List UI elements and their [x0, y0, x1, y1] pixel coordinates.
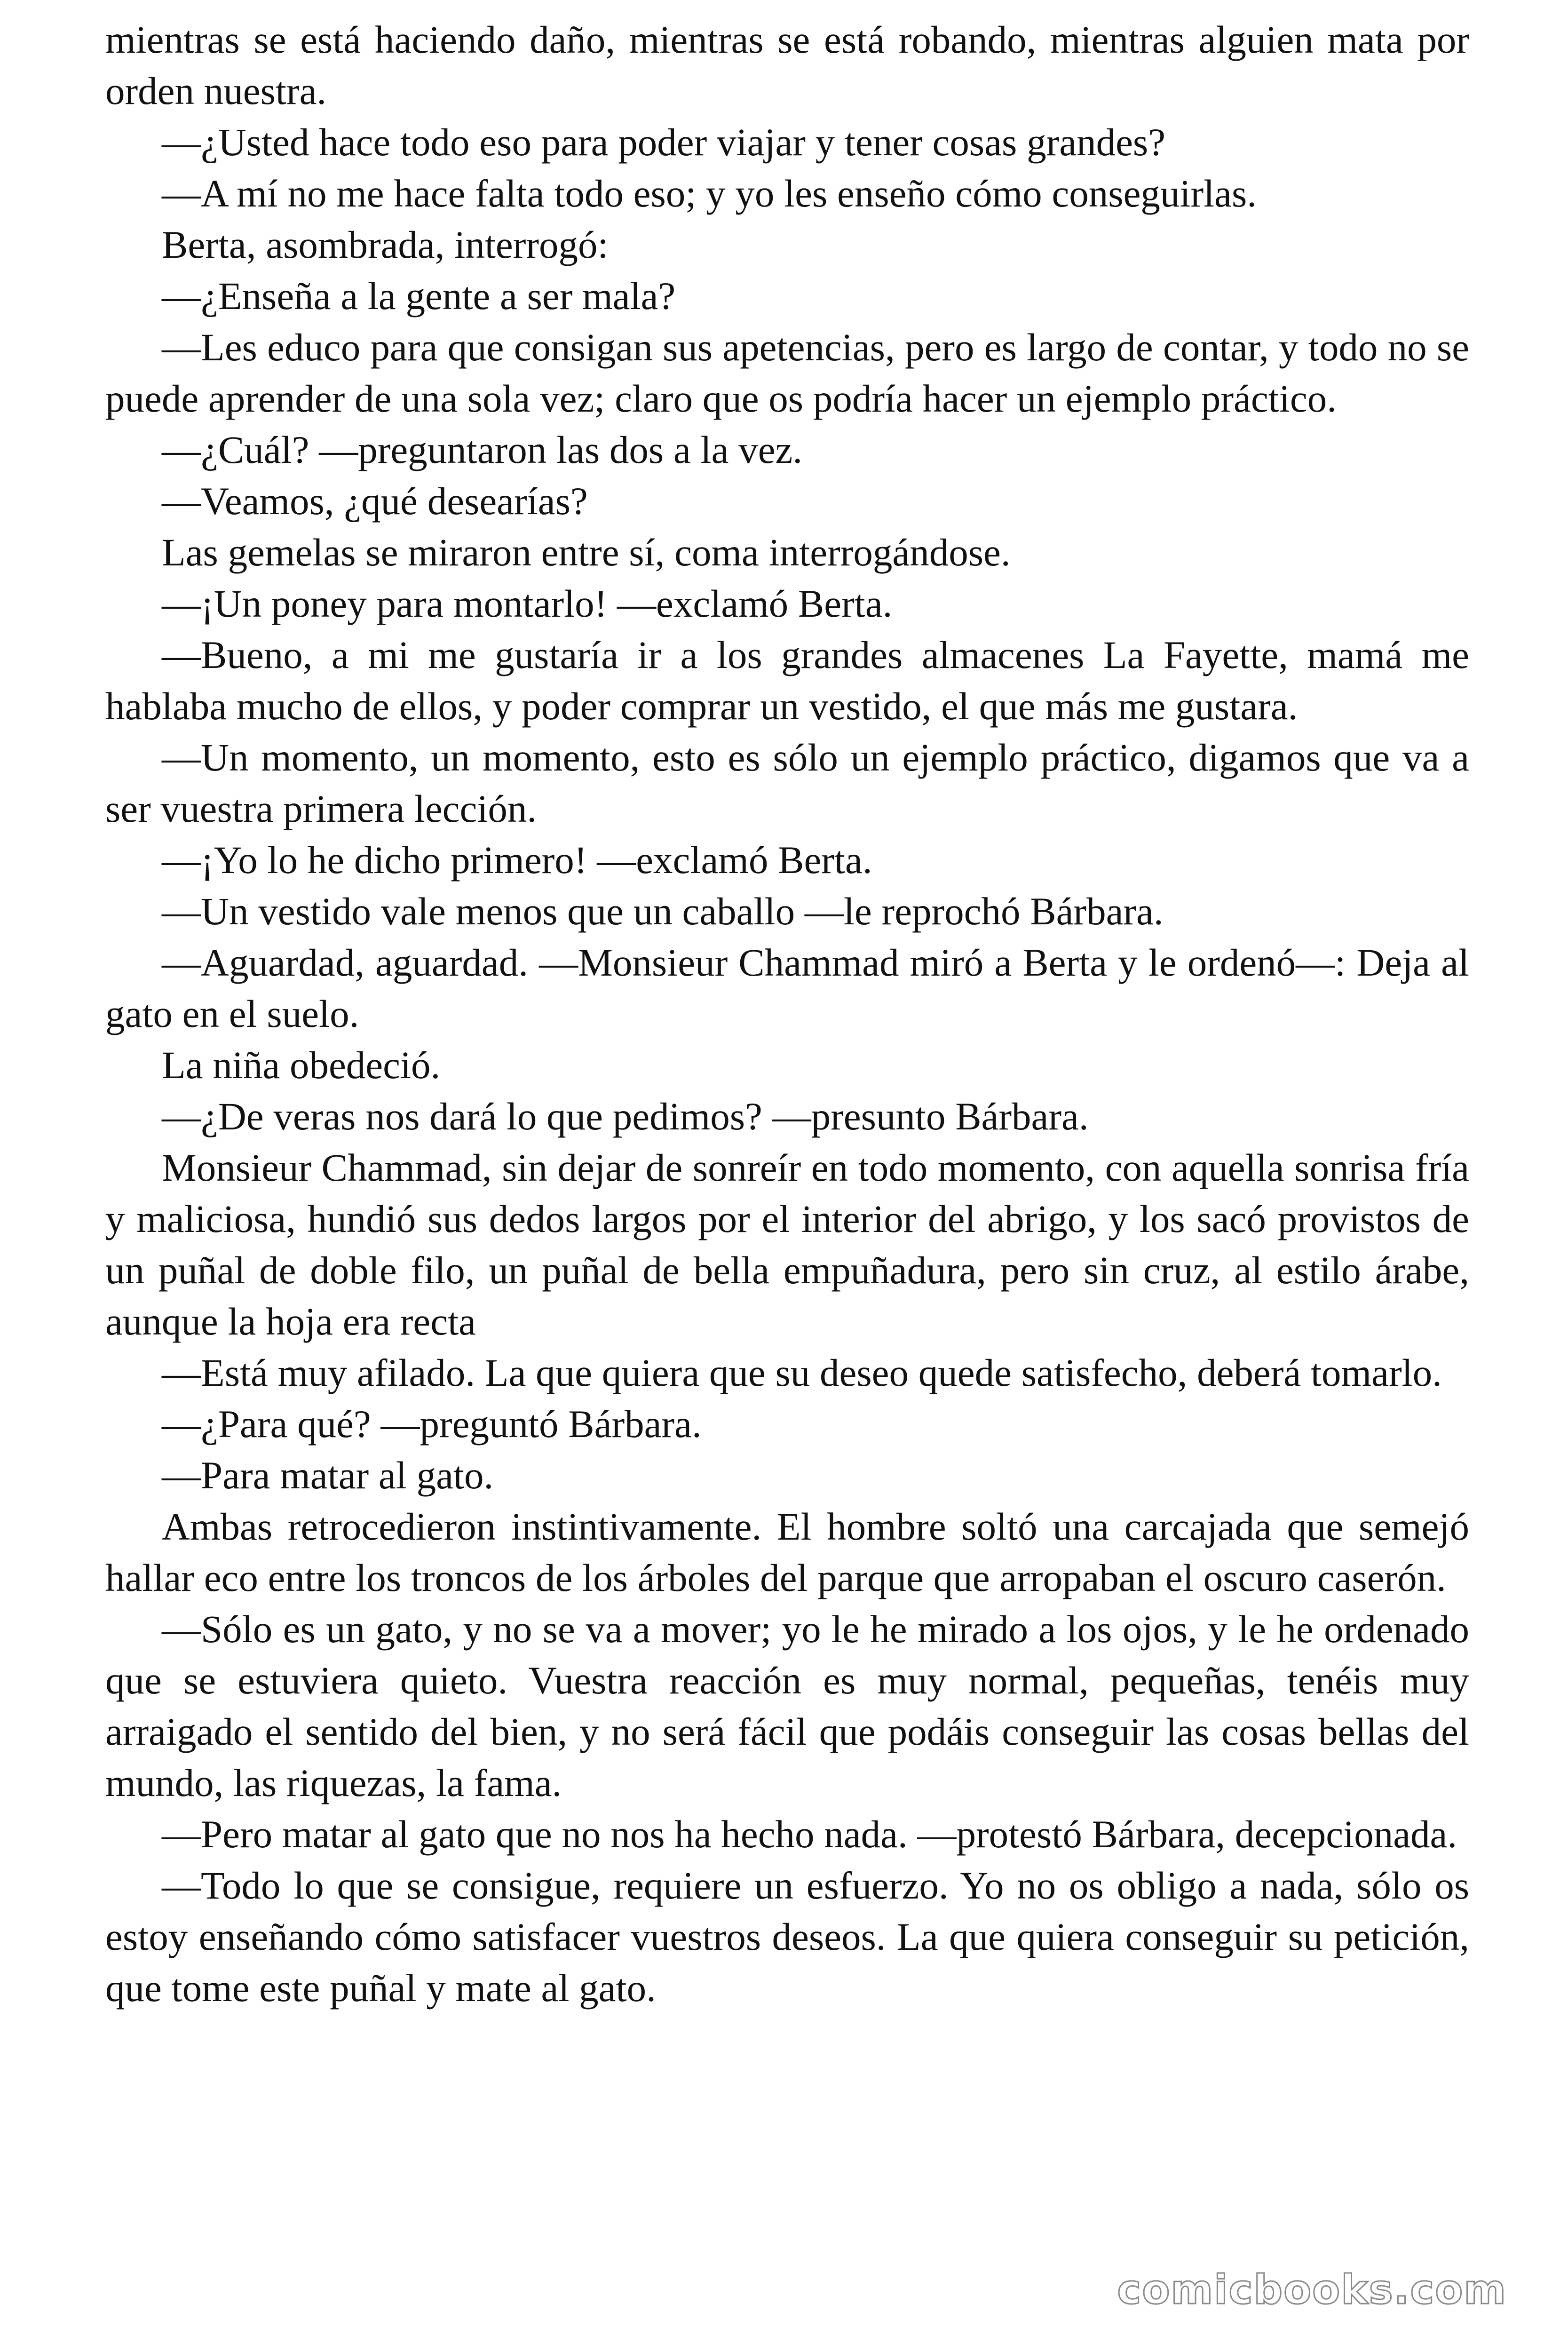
paragraph: —Les educo para que consigan sus apetencias, pero es largo de contar, y todo no se puede aprender de una sola vez; claro que os podría hacer un ejemplo práctico.	[105, 326, 1469, 420]
page-text	[105, 14, 1469, 2014]
paragraph: —Sólo es un gato, y no se va a mover; yo le he mirado a los ojos, y le he ordenado que se estuviera quieto. Vuestra reacción es muy normal, pequeñas, tenéis muy arraigado el sentido del bien, y no será fácil que podáis conseguir las cosas bellas del mundo, las riquezas, la fama.	[105, 1607, 1469, 1804]
paragraph: —Todo lo que se consigue, requiere un esfuerzo. Yo no os obligo a nada, sólo os estoy enseñando cómo satisfacer vuestros deseos. La que quiera conseguir su petición, que tome este puñal y mate al gato.	[105, 1864, 1469, 2010]
paragraph: Monsieur Chammad, sin dejar de sonreír en todo momento, con aquella sonrisa fría y maliciosa, hundió sus dedos largos por el interior del abrigo, y los sacó provistos de un puñal de doble filo, un puñal de bella empuñadura, pero sin cruz, al estilo árabe, aunque la hoja era recta	[105, 1146, 1469, 1343]
paragraph: —Un vestido vale menos que un caballo —le reprochó Bárbara.	[162, 890, 1164, 933]
paragraph: —¿Usted hace todo eso para poder viajar y tener cosas grandes?	[162, 120, 1166, 164]
paragraph: Ambas retrocedieron instintivamente. El hombre soltó una carcajada que semejó hallar eco entre los troncos de los árboles del parque que arropaban el oscuro caserón.	[105, 1505, 1469, 1599]
paragraph: La niña obedeció.	[162, 1043, 441, 1087]
paragraph: —¿De veras nos dará lo que pedimos? —presunto Bárbara.	[162, 1095, 1089, 1138]
paragraph: —¿Enseña a la gente a ser mala?	[162, 274, 676, 318]
paragraph: —Aguardad, aguardad. —Monsieur Chammad miró a Berta y le ordenó—: Deja al gato en el suelo.	[105, 941, 1469, 1035]
watermark-text: comicbooks.com	[1117, 2266, 1507, 2313]
paragraph: —Bueno, a mi me gustaría ir a los grandes almacenes La Fayette, mamá me hablaba mucho de ellos, y poder comprar un vestido, el que más me gustara.	[105, 633, 1469, 728]
paragraph: —Un momento, un momento, esto es sólo un ejemplo práctico, digamos que va a ser vuestra primera lección.	[105, 736, 1469, 830]
paragraph: —¿Cuál? —preguntaron las dos a la vez.	[162, 428, 803, 471]
paragraph: —¿Para qué? —preguntó Bárbara.	[162, 1402, 702, 1446]
paragraph: —¡Un poney para montarlo! —exclamó Berta.	[162, 582, 893, 625]
paragraph: —Está muy afilado. La que quiera que su deseo quede satisfecho, deberá tomarlo.	[162, 1351, 1442, 1394]
paragraph: —Veamos, ¿qué desearías?	[162, 479, 588, 523]
paragraph: Las gemelas se miraron entre sí, coma interrogándose.	[162, 531, 1011, 574]
paragraph: —A mí no me hace falta todo eso; y yo les enseño cómo conseguirlas.	[162, 172, 1257, 215]
paragraph: mientras se está haciendo daño, mientras se está robando, mientras alguien mata por orden nuestra.	[105, 18, 1469, 112]
paragraph: Berta, asombrada, interrogó:	[162, 223, 609, 266]
paragraph: —Pero matar al gato que no nos ha hecho nada. —protestó Bárbara, decepcionada.	[162, 1812, 1457, 1856]
paragraph: —Para matar al gato.	[162, 1454, 494, 1497]
paragraph: —¡Yo lo he dicho primero! —exclamó Berta.	[162, 838, 872, 882]
